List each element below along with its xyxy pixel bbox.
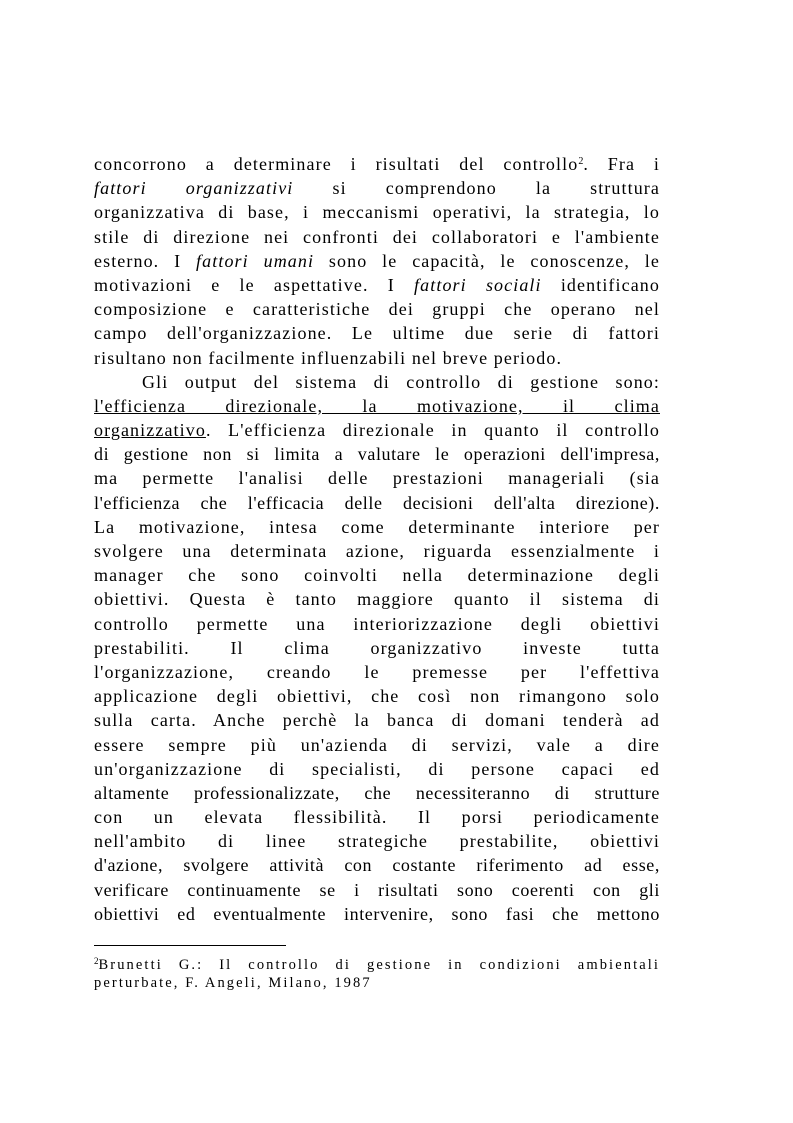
text-line: applicazione degli obiettivi, che così non rimangono solo [94, 686, 660, 707]
text-line: obiettivi. Questa è tanto maggiore quanto il sistema di [94, 589, 660, 610]
text-line: di gestione non si limita a valutare le operazioni dell'impresa, [94, 444, 660, 465]
text-line: l'organizzazione, creando le premesse per l'effettiva [94, 661, 660, 682]
text-line: risultano non facilmente influenzabili nel breve periodo. [94, 347, 563, 368]
italic-term: fattori organizzativi [94, 178, 294, 199]
text-line: ma permette l'analisi delle prestazioni manageriali (sia [94, 468, 660, 489]
footnote [94, 956, 660, 992]
footnote-line: perturbate, F. Angeli, Milano, 1987 [94, 975, 372, 991]
text-line: controllo permette una interiorizzazione degli obiettivi [94, 613, 660, 634]
text-line: svolgere una determinata azione, riguarda essenzialmente i [94, 541, 660, 561]
italic-term: fattori sociali [414, 274, 542, 295]
text-line: Gli output del sistema di controllo di gestione sono: [142, 371, 660, 392]
text-line: altamente professionalizzate, che necessiteranno di strutture [94, 782, 660, 803]
text-line: organizzativo. L'efficienza direzionale in quanto il controllo [94, 420, 660, 441]
text-line: fattori organizzativi si comprendono la struttura [94, 178, 660, 199]
text-line: motivazioni e le aspettative. I fattori sociali identificano [94, 274, 660, 295]
text-line: verificare continuamente se i risultati sono coerenti con gli [94, 879, 660, 900]
underlined-line: l'efficienza direzionale, la motivazione, il clima [94, 395, 660, 416]
text-line: stile di direzione nei confronti dei collaboratori e l'ambiente [94, 226, 660, 247]
text-line: campo dell'organizzazione. Le ultime due serie di fattori [94, 323, 660, 344]
body-text [94, 152, 660, 926]
text-line: concorrono a determinare i risultati del controllo$^2$. Fra i [94, 154, 661, 174]
underlined-term: organizzativo [94, 420, 206, 441]
text-line: esterno. I fattori umani sono le capacità, le conoscenze, le [94, 250, 660, 271]
text-line: d'azione, svolgere attività con costante riferimento ad esse, [94, 855, 660, 876]
text-line: composizione e caratteristiche dei gruppi che operano nel [94, 299, 660, 320]
footnote-marker: 2 [94, 956, 99, 966]
text-line: obiettivi ed eventualmente intervenire, sono fasi che mettono [94, 903, 660, 924]
text-line: essere sempre più un'azienda di servizi, vale a dire [94, 734, 660, 755]
text-line: nell'ambito di linee strategiche prestabilite, obiettivi [94, 831, 660, 852]
text-line: con un elevata flessibilità. Il porsi periodicamente [94, 807, 660, 828]
text-line: organizzativa di base, i meccanismi operativi, la strategia, lo [94, 202, 660, 223]
text-line: prestabiliti. Il clima organizzativo investe tutta [94, 637, 660, 658]
footnote-separator [94, 945, 286, 946]
footnote-line: $^2$Brunetti G.: Il controllo di gestione in condizioni ambientali [94, 956, 660, 973]
text-line: l'efficienza che l'efficacia delle decisioni dell'alta direzione). [94, 492, 660, 513]
text-line: manager che sono coinvolti nella determinazione degli [94, 565, 660, 586]
text-line: La motivazione, intesa come determinante interiore per [94, 516, 660, 537]
text-line: un'organizzazione di specialisti, di persone capaci ed [94, 758, 660, 779]
text-line: sulla carta. Anche perchè la banca di domani tenderà ad [94, 710, 660, 731]
italic-term: fattori umani [196, 250, 315, 271]
footnote-reference: 2 [578, 156, 584, 167]
